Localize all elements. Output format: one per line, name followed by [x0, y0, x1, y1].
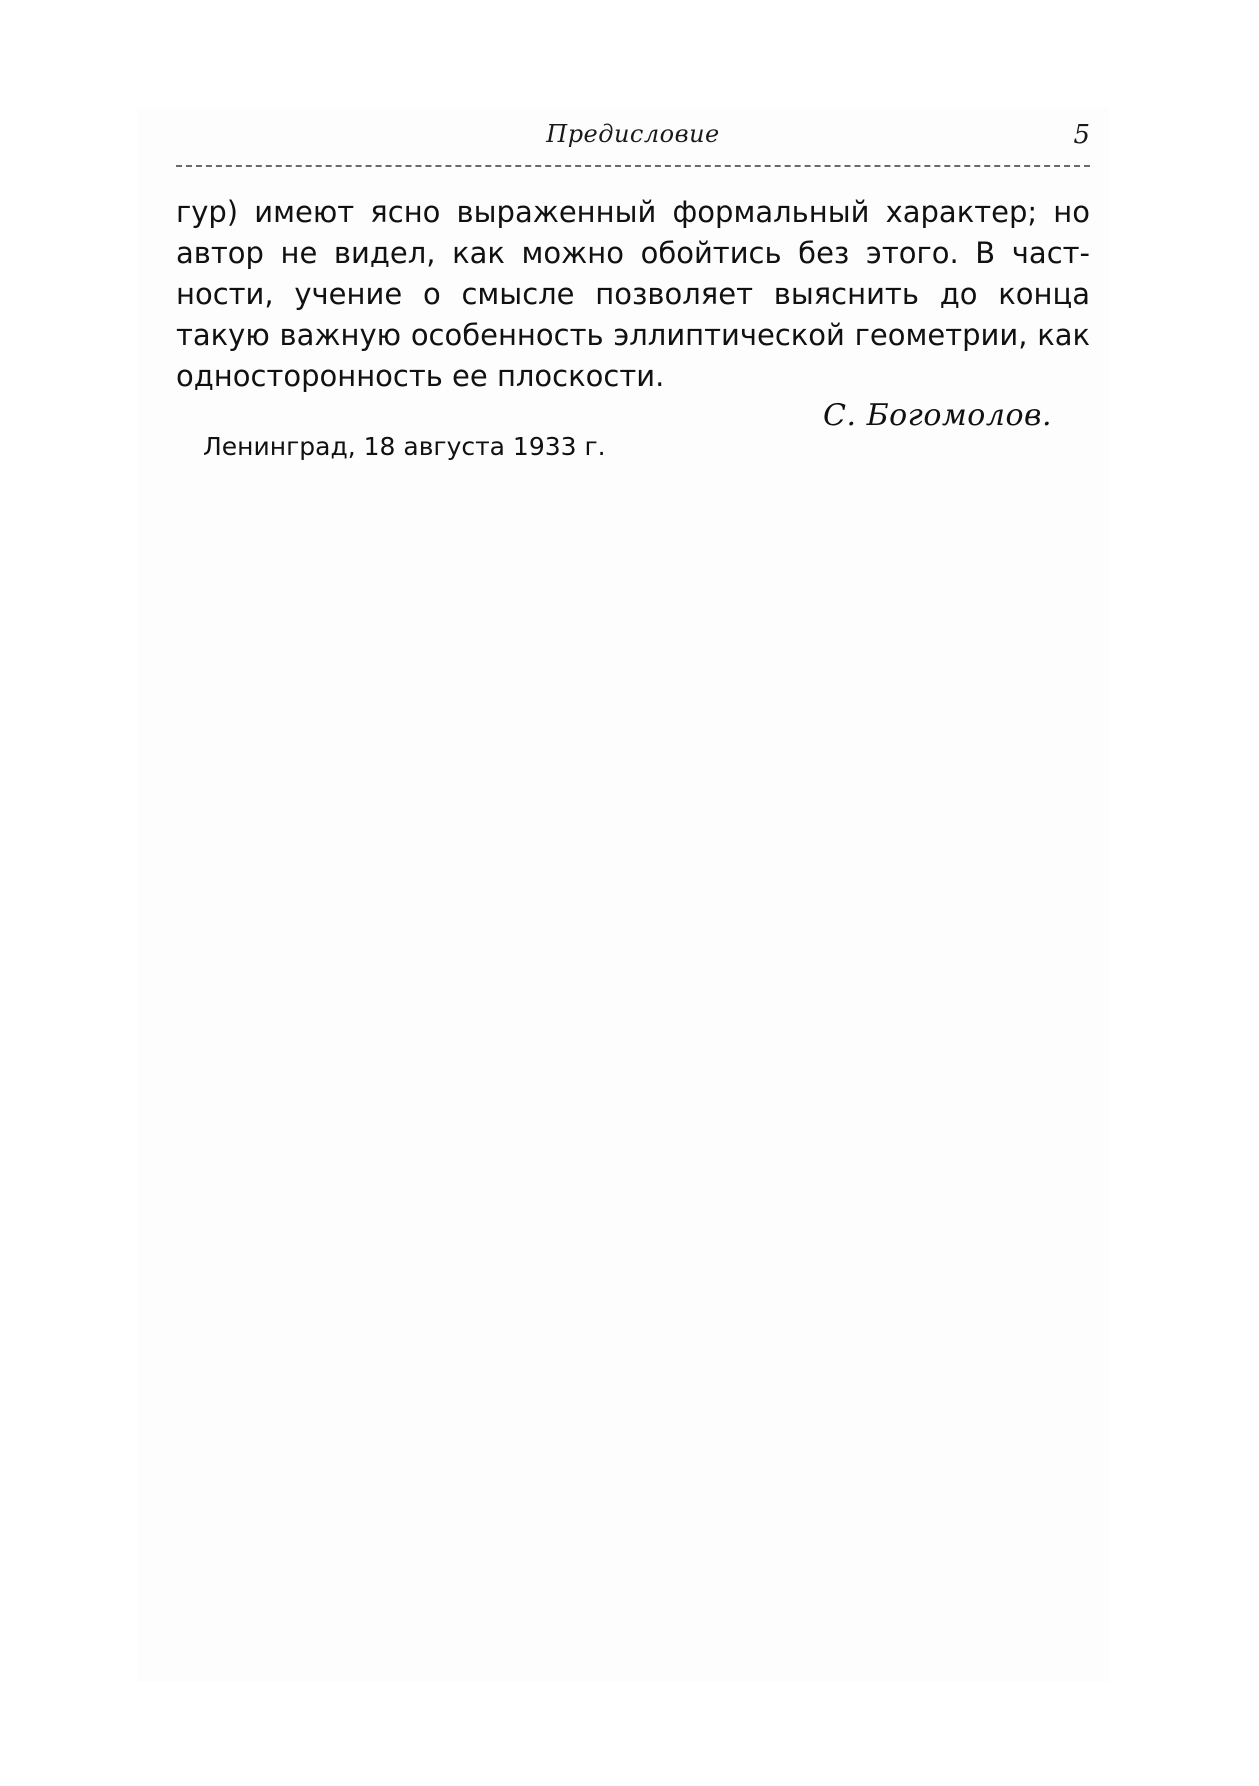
body-line: автор не видел, как можно обойтись без этого. В част-	[176, 236, 1090, 270]
body-line: односторонность ее плоскости.	[176, 359, 665, 393]
body-line: такую важную особенность эллиптической геометрии, как	[176, 318, 1090, 352]
body-line: ности, учение о смысле позволяет выяснить до конца	[176, 277, 1090, 311]
body-line: гур) имеют ясно выраженный формальный характер; но	[176, 195, 1090, 229]
place-date: Ленинград, 18 августа 1933 г.	[203, 432, 606, 461]
running-title: Предисловие	[546, 120, 720, 148]
page-number: 5	[1073, 120, 1090, 150]
header-rule	[176, 165, 1090, 167]
author-signature: С. Богомолов.	[823, 398, 1052, 433]
body-paragraph	[176, 192, 1090, 397]
running-head	[176, 120, 1090, 156]
